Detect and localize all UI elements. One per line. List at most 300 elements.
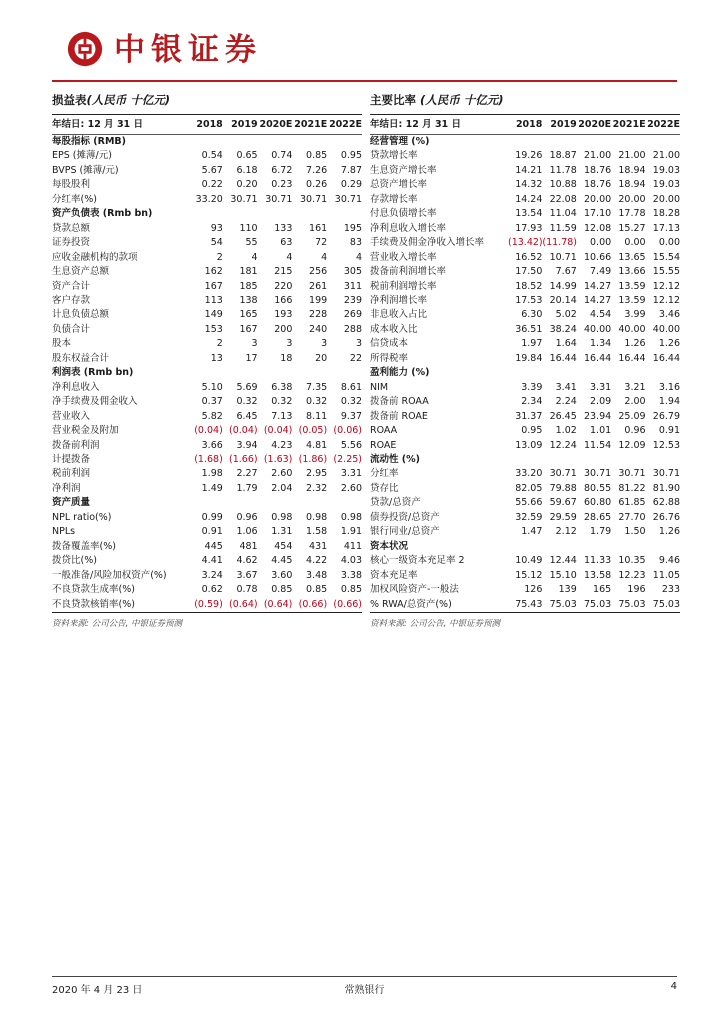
row-label: 计息负债总额 [52, 309, 110, 321]
table-row [370, 395, 680, 409]
value-cell: (0.66) [298, 598, 328, 610]
value-cell: 1.34 [590, 338, 612, 350]
section-heading-row [370, 366, 680, 380]
value-cell: 431 [309, 540, 328, 552]
value-cell: 181 [239, 266, 258, 278]
value-cell: 165 [593, 584, 612, 596]
value-cell: 5.02 [555, 309, 577, 321]
value-cell: 3 [286, 338, 293, 350]
value-cell: 233 [661, 584, 680, 596]
value-cell: 167 [204, 280, 223, 292]
table-bottom-divider [370, 612, 680, 613]
value-cell: 18.94 [618, 164, 646, 176]
row-label: 分红率(%) [52, 193, 97, 205]
value-cell: 195 [343, 222, 362, 234]
value-cell: 1.06 [236, 526, 258, 538]
year-end-label: 年结日: 12 月 31 日 [370, 115, 508, 135]
table-row [52, 323, 362, 337]
value-cell: (0.06) [333, 425, 362, 437]
value-cell: 5.69 [236, 381, 258, 393]
value-cell: 11.59 [549, 222, 577, 234]
table-row [370, 207, 680, 221]
section-heading: 利润表 (Rmb bn) [52, 367, 134, 379]
value-cell: 13.58 [583, 569, 612, 581]
value-cell: 81.22 [618, 482, 646, 494]
row-label: BVPS (摊薄/元) [52, 164, 119, 176]
value-cell: 2.32 [306, 482, 328, 494]
table-row [52, 424, 362, 438]
value-cell: 22 [349, 352, 362, 364]
value-cell: 16.44 [652, 352, 680, 364]
value-cell: 63 [280, 237, 293, 249]
value-cell: 0.74 [271, 150, 293, 162]
value-cell: 0.85 [306, 584, 328, 596]
report-date: 2020 年 4 月 23 日 [52, 985, 143, 996]
value-cell: 29.59 [549, 511, 577, 523]
value-cell: 18.76 [583, 179, 612, 191]
value-cell: 14.99 [549, 280, 577, 292]
value-cell: 12.08 [583, 222, 612, 234]
table-row [370, 583, 680, 597]
value-cell: 16.44 [549, 352, 577, 364]
page-header [52, 28, 677, 76]
value-cell: 13.65 [618, 251, 646, 263]
table-row [370, 410, 680, 424]
value-cell: 60.80 [583, 497, 612, 509]
value-cell: 11.04 [549, 208, 577, 220]
value-cell: 55 [245, 237, 258, 249]
value-cell: 8.61 [340, 381, 362, 393]
row-label: 不良贷款生成率(%) [52, 584, 135, 596]
value-cell: 0.54 [201, 150, 223, 162]
value-cell: 153 [204, 323, 223, 335]
row-label: EPS (摊薄/元) [52, 150, 112, 162]
value-cell: 17.93 [515, 222, 543, 234]
row-label: 股本 [52, 338, 72, 350]
table-row [370, 511, 680, 525]
value-cell: 20.00 [583, 193, 612, 205]
value-cell: 38.24 [549, 323, 577, 335]
value-cell: 93 [210, 222, 223, 234]
value-cell: 3.94 [236, 439, 258, 451]
value-cell: 13.66 [618, 266, 646, 278]
value-cell: 26.45 [549, 410, 577, 422]
value-cell: 1.58 [306, 526, 328, 538]
value-cell: 6.72 [271, 164, 293, 176]
value-cell: 10.71 [549, 251, 577, 263]
table-row [52, 511, 362, 525]
value-cell: 0.91 [658, 425, 680, 437]
value-cell: 1.01 [590, 425, 612, 437]
value-cell: 54 [210, 237, 223, 249]
table-row [370, 352, 680, 366]
value-cell: 4.62 [236, 555, 258, 567]
value-cell: 14.21 [515, 164, 543, 176]
table-row [370, 381, 680, 395]
value-cell: 11.54 [583, 439, 612, 451]
section-heading: 盈利能力 (%) [370, 367, 430, 379]
table-row [370, 569, 680, 583]
value-cell: 0.37 [201, 396, 223, 408]
value-cell: 19.84 [515, 352, 543, 364]
value-cell: (0.59) [194, 598, 223, 610]
value-cell: 36.51 [515, 323, 543, 335]
table-row [52, 439, 362, 453]
year-header: 2022E [646, 115, 680, 135]
value-cell: 14.27 [583, 294, 612, 306]
value-cell: 0.00 [658, 237, 680, 249]
row-label: 债券投资/总资产 [370, 511, 440, 523]
value-cell: 3 [251, 338, 258, 350]
section-heading: 每股指标 (RMB) [52, 136, 127, 147]
value-cell: 19.03 [652, 179, 680, 191]
table-row [370, 193, 680, 207]
table-row [52, 280, 362, 294]
value-cell: 4 [355, 251, 362, 263]
table-row [370, 294, 680, 308]
row-label: 净利息收入 [52, 381, 100, 393]
value-cell: 20.14 [549, 294, 577, 306]
value-cell: 411 [343, 540, 362, 552]
row-label: 付息负债增长率 [370, 208, 437, 220]
value-cell: 0.98 [340, 511, 362, 523]
value-cell: 9.37 [340, 410, 362, 422]
value-cell: 16.44 [583, 352, 612, 364]
table-row [370, 496, 680, 510]
value-cell: 240 [309, 323, 328, 335]
value-cell: 14.32 [515, 179, 543, 191]
table-row [52, 525, 362, 539]
value-cell: (0.64) [263, 598, 293, 610]
value-cell: 23.94 [583, 410, 612, 422]
value-cell: 1.79 [236, 482, 258, 494]
value-cell: (1.86) [298, 453, 328, 465]
bank-of-china-logo-icon [66, 30, 104, 68]
value-cell: 3.38 [340, 569, 362, 581]
value-cell: 25.09 [618, 410, 646, 422]
value-cell: 75.03 [618, 598, 646, 610]
value-cell: 75.03 [652, 598, 680, 610]
value-cell: 4.54 [590, 309, 612, 321]
table-row [52, 164, 362, 178]
value-cell: 30.71 [652, 468, 680, 480]
section-heading: 资本状况 [370, 540, 409, 552]
table-row [52, 251, 362, 265]
row-label: 拨备前利润增长率 [370, 266, 447, 278]
value-cell: 2.12 [555, 526, 577, 538]
section-heading-row [370, 453, 680, 467]
row-label: 一般准备/风险加权资产(%) [52, 569, 167, 581]
value-cell: 481 [239, 540, 258, 552]
value-cell: 12.53 [652, 439, 680, 451]
panel-title: 损益表(人民币 十亿元) [52, 93, 171, 107]
value-cell: 5.67 [201, 164, 223, 176]
table-row [52, 598, 362, 612]
value-cell: 2.27 [236, 468, 258, 480]
value-cell: 2.60 [271, 468, 293, 480]
value-cell: 1.97 [521, 338, 543, 350]
row-label: 证券投资 [52, 237, 91, 249]
value-cell: 21.00 [618, 150, 646, 162]
table-row [370, 265, 680, 279]
value-cell: 2.34 [521, 396, 543, 408]
row-label: NPL ratio(%) [52, 511, 112, 523]
value-cell: 6.45 [236, 410, 258, 422]
row-label: 总资产增长率 [370, 179, 428, 191]
value-cell: 228 [309, 309, 328, 321]
value-cell: 3.60 [271, 569, 293, 581]
value-cell: 75.43 [515, 598, 543, 610]
value-cell: 0.85 [271, 584, 293, 596]
value-cell: (0.66) [333, 598, 362, 610]
value-cell: 7.26 [306, 164, 328, 176]
table-row [52, 540, 362, 554]
value-cell: 445 [204, 540, 223, 552]
value-cell: 1.49 [201, 482, 223, 494]
row-label: 成本收入比 [370, 323, 418, 335]
value-cell: 83 [349, 237, 362, 249]
table-row [52, 410, 362, 424]
source-note: 资料来源: 公司公告, 中银证券预测 [52, 618, 182, 629]
value-cell: 305 [343, 266, 362, 278]
value-cell: 17 [245, 352, 258, 364]
company-name: 常熟银行 [344, 985, 385, 996]
row-label: 资本充足率 [370, 569, 418, 581]
value-cell: 1.91 [340, 526, 362, 538]
row-label: 负债合计 [52, 323, 91, 335]
value-cell: (0.04) [194, 425, 223, 437]
section-heading-row [52, 496, 362, 510]
value-cell: 80.55 [583, 482, 612, 494]
value-cell: 0.32 [271, 396, 293, 408]
value-cell: 18.52 [515, 280, 543, 292]
key-ratios-panel [370, 90, 680, 629]
value-cell: 10.66 [583, 251, 612, 263]
value-cell: 3 [355, 338, 362, 350]
value-cell: 17.50 [515, 266, 543, 278]
value-cell: 18.28 [652, 208, 680, 220]
table-row [370, 308, 680, 322]
year-header: 2022E [327, 115, 362, 135]
section-heading: 资产质量 [52, 497, 91, 509]
value-cell: 40.00 [583, 323, 612, 335]
value-cell: 161 [309, 222, 328, 234]
value-cell: 200 [274, 323, 293, 335]
value-cell: (11.78) [542, 237, 577, 249]
value-cell: 199 [309, 294, 328, 306]
value-cell: 12.12 [652, 280, 680, 292]
value-cell: 0.32 [236, 396, 258, 408]
section-heading: 经营管理 (%) [370, 136, 430, 147]
row-label: 加权风险资产-一般法 [370, 584, 459, 596]
value-cell: 1.47 [521, 526, 543, 538]
value-cell: 1.79 [590, 526, 612, 538]
value-cell: 239 [343, 294, 362, 306]
value-cell: (0.04) [263, 425, 293, 437]
value-cell: 18.76 [583, 164, 612, 176]
table-row [370, 525, 680, 539]
table-row [52, 236, 362, 250]
value-cell: 4 [321, 251, 328, 263]
value-cell: 15.12 [515, 569, 543, 581]
value-cell: (0.64) [229, 598, 258, 610]
value-cell: 13.09 [515, 439, 543, 451]
value-cell: 2 [216, 251, 223, 263]
row-label: 净利息收入增长率 [370, 222, 447, 234]
table-row [52, 294, 362, 308]
table-bottom-divider [52, 612, 362, 613]
value-cell: 0.65 [236, 150, 258, 162]
row-label: 银行同业/总资产 [370, 526, 440, 538]
value-cell: 13.54 [515, 208, 543, 220]
value-cell: 3.41 [555, 381, 577, 393]
row-label: 客户存款 [52, 294, 91, 306]
value-cell: 110 [239, 222, 258, 234]
value-cell: 7.35 [306, 381, 328, 393]
table-row [370, 337, 680, 351]
row-label: 税前利润增长率 [370, 280, 437, 292]
value-cell: 12.23 [618, 569, 646, 581]
year-header: 2021E [292, 115, 327, 135]
value-cell: 7.13 [271, 410, 293, 422]
value-cell: 311 [343, 280, 362, 292]
row-label: 净利润 [52, 482, 81, 494]
year-end-label: 年结日: 12 月 31 日 [52, 115, 188, 135]
value-cell: 11.33 [583, 555, 612, 567]
value-cell: 3.66 [201, 439, 223, 451]
value-cell: 0.95 [340, 150, 362, 162]
value-cell: 0.32 [340, 396, 362, 408]
value-cell: 14.27 [583, 280, 612, 292]
row-label: 贷款/总资产 [370, 497, 421, 509]
row-label: 营业收入 [52, 410, 91, 422]
section-heading-row [370, 540, 680, 554]
row-label: 营业税金及附加 [52, 425, 119, 437]
value-cell: 3.16 [658, 381, 680, 393]
value-cell: 12.09 [618, 439, 646, 451]
value-cell: 1.26 [658, 338, 680, 350]
table-row [370, 280, 680, 294]
value-cell: 72 [315, 237, 328, 249]
value-cell: 11.05 [652, 569, 680, 581]
table-row [52, 482, 362, 496]
value-cell: 27.70 [618, 511, 646, 523]
year-header: 2018 [188, 115, 223, 135]
table-row [52, 569, 362, 583]
value-cell: 113 [204, 294, 223, 306]
value-cell: 256 [309, 266, 328, 278]
value-cell: 79.88 [549, 482, 577, 494]
value-cell: 4 [286, 251, 293, 263]
value-cell: 8.11 [306, 410, 328, 422]
value-cell: 162 [204, 266, 223, 278]
key-ratios-table [370, 115, 680, 612]
value-cell: 30.71 [549, 468, 577, 480]
value-cell: 220 [274, 280, 293, 292]
income-statement-table [52, 115, 362, 612]
source-note: 资料来源: 公司公告, 中银证券预测 [370, 618, 500, 629]
value-cell: 0.96 [624, 425, 646, 437]
value-cell: 454 [274, 540, 293, 552]
value-cell: 62.88 [652, 497, 680, 509]
value-cell: 19.26 [515, 150, 543, 162]
section-heading-row [52, 207, 362, 221]
value-cell: 32.59 [515, 511, 543, 523]
row-label: 股东权益合计 [52, 352, 110, 364]
section-heading: 流动性 (%) [370, 453, 421, 465]
value-cell: 3.21 [624, 381, 646, 393]
value-cell: 14.24 [515, 193, 543, 205]
value-cell: 61.85 [618, 497, 646, 509]
value-cell: 16.52 [515, 251, 543, 263]
value-cell: 4 [251, 251, 258, 263]
value-cell: 3.99 [624, 309, 646, 321]
row-label: 每股股利 [52, 179, 91, 191]
value-cell: 2.00 [624, 396, 646, 408]
table-row [52, 381, 362, 395]
value-cell: 139 [558, 584, 577, 596]
value-cell: 165 [239, 309, 258, 321]
value-cell: 4.81 [306, 439, 328, 451]
value-cell: 2.60 [340, 482, 362, 494]
value-cell: 3.48 [306, 569, 328, 581]
value-cell: (1.66) [229, 453, 258, 465]
value-cell: 82.05 [515, 482, 543, 494]
row-label: NIM [370, 381, 389, 393]
value-cell: 9.46 [658, 555, 680, 567]
table-row [370, 251, 680, 265]
value-cell: 5.56 [340, 439, 362, 451]
value-cell: 55.66 [515, 497, 543, 509]
value-cell: 0.85 [306, 150, 328, 162]
value-cell: 196 [627, 584, 646, 596]
value-cell: 59.67 [549, 497, 577, 509]
value-cell: 26.76 [652, 511, 680, 523]
value-cell: 3.67 [236, 569, 258, 581]
value-cell: 40.00 [618, 323, 646, 335]
value-cell: 22.08 [549, 193, 577, 205]
value-cell: 33.20 [195, 193, 223, 205]
row-label: 非息收入占比 [370, 309, 428, 321]
value-cell: 1.98 [201, 468, 223, 480]
table-header-row [370, 115, 680, 135]
table-row [52, 453, 362, 467]
value-cell: 15.10 [549, 569, 577, 581]
value-cell: 11.78 [549, 164, 577, 176]
value-cell: (1.63) [263, 453, 293, 465]
value-cell: (2.25) [333, 453, 362, 465]
value-cell: 2 [216, 338, 223, 350]
value-cell: 7.67 [555, 266, 577, 278]
footer-divider [52, 976, 677, 977]
table-row [370, 164, 680, 178]
value-cell: 5.10 [201, 381, 223, 393]
value-cell: 4.41 [201, 555, 223, 567]
table-row [52, 352, 362, 366]
row-label: 拨备前利润 [52, 439, 100, 451]
table-row [370, 598, 680, 612]
table-row [370, 467, 680, 481]
table-row [52, 554, 362, 568]
value-cell: (13.42) [508, 237, 543, 249]
table-row [52, 149, 362, 163]
value-cell: 1.50 [624, 526, 646, 538]
value-cell: 0.98 [271, 511, 293, 523]
section-heading-row [52, 366, 362, 380]
value-cell: 0.22 [201, 179, 223, 191]
value-cell: 185 [239, 280, 258, 292]
table-row [370, 323, 680, 337]
